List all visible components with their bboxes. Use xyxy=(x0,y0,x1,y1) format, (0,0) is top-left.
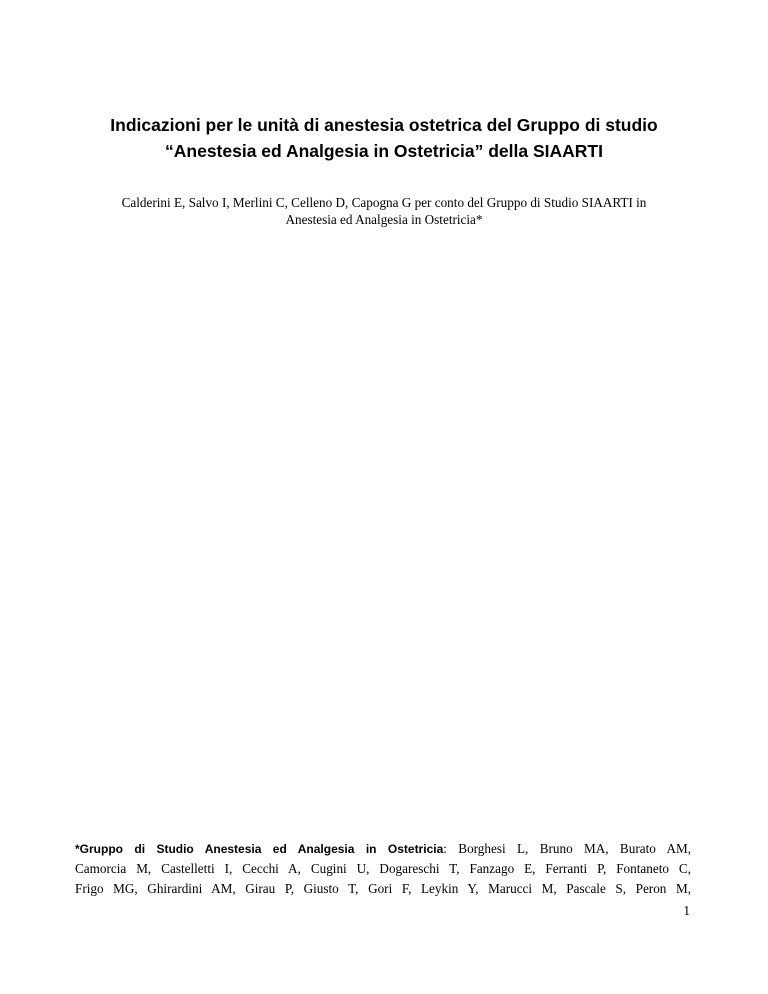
author-list xyxy=(60,194,708,228)
title-line-1: Indicazioni per le unità di anestesia ostetrica del Gruppo di studio xyxy=(110,115,658,135)
footnote-line-1-rest: : Borghesi L, Bruno MA, Burato AM, xyxy=(443,841,691,856)
footnote-line-2: Camorcia M, Castelletti I, Cecchi A, Cugini U, Dogareschi T, Fanzago E, Ferranti P, Fontaneto C, xyxy=(75,861,691,876)
authors-line-2: Anestesia ed Analgesia in Ostetricia* xyxy=(285,212,483,227)
footnote-line-3: Frigo MG, Ghirardini AM, Girau P, Giusto T, Gori F, Leykin Y, Marucci M, Pascale S, Peron M, xyxy=(75,881,691,896)
title-line-2: “Anestesia ed Analgesia in Ostetricia” della SIAARTI xyxy=(165,141,603,161)
study-group-footnote xyxy=(75,839,691,899)
authors-line-1: Calderini E, Salvo I, Merlini C, Celleno D, Capogna G per conto del Gruppo di Studio SIAARTI in xyxy=(121,195,647,210)
footnote-line-1 xyxy=(75,839,691,859)
document-title xyxy=(60,112,708,164)
page-number: 1 xyxy=(683,903,690,918)
footnote-label: *Gruppo di Studio Anestesia ed Analgesia in Ostetricia xyxy=(75,842,444,856)
